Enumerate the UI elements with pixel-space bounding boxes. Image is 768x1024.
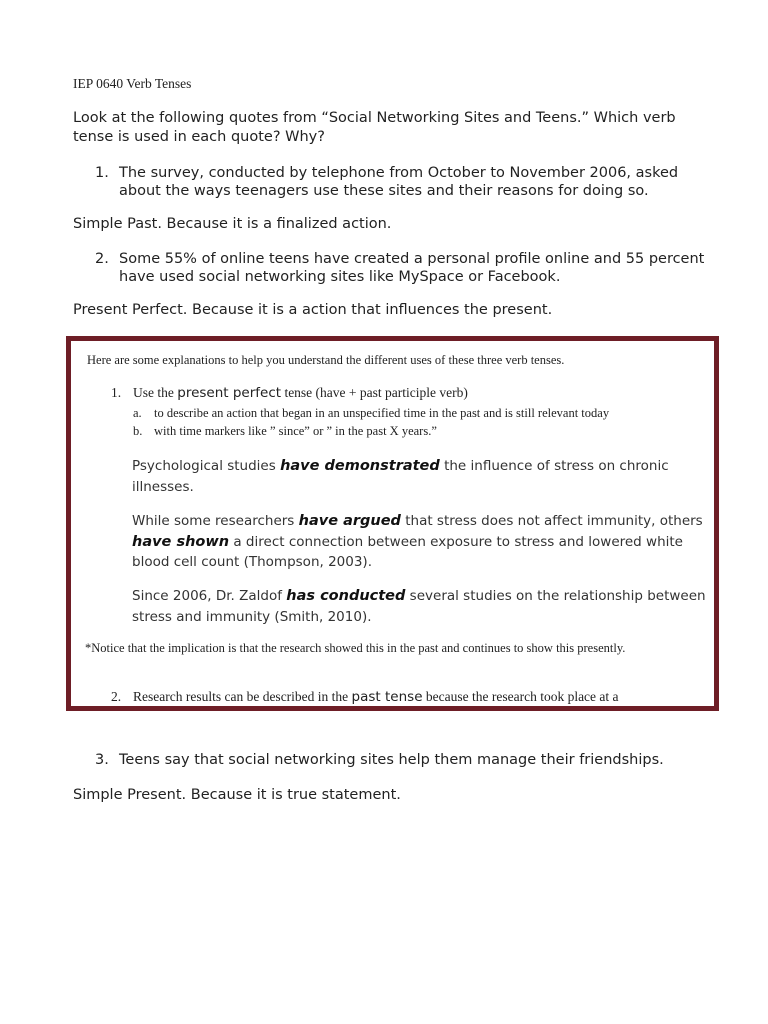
answer-3: Simple Present. Because it is true statement.: [73, 787, 401, 803]
quote-number: 3.: [95, 752, 109, 768]
example-text: Psychological studies: [132, 458, 281, 474]
example-text: the influence of stress on chronic illnesses.: [132, 458, 669, 495]
quote-number: 1.: [95, 165, 109, 181]
sub-text: to describe an action that began in an unspecified time in the past and is still relevant today: [154, 406, 610, 420]
intro-paragraph: Look at the following quotes from “Social Networking Sites and Teens.” Which verb tense is used in each quote? Why?: [73, 110, 676, 145]
quote-text: The survey, conducted by telephone from October to November 2006, asked about the ways teenagers use these sites and their reasons for doing so.: [119, 165, 679, 199]
list-number: 2.: [111, 689, 122, 704]
sub-letter: b.: [133, 424, 143, 438]
example-2: [132, 511, 710, 573]
explanation-box: [66, 336, 719, 711]
example-3: [132, 586, 710, 627]
tense-term: past tense: [351, 689, 423, 705]
heading-suffix: because the research took place at a: [422, 689, 619, 704]
example-text: that stress does not affect immunity, others: [400, 513, 703, 529]
sub-text: with time markers like ” since” or ” in the past X years.”: [154, 424, 437, 438]
example-verb: have shown: [132, 533, 230, 550]
tense-term: present perfect: [177, 385, 282, 401]
example-verb: have argued: [298, 513, 401, 529]
heading-text: [133, 385, 468, 401]
example-verb: has conducted: [286, 588, 406, 604]
quote-number: 2.: [95, 251, 109, 267]
heading-text: [133, 689, 619, 705]
example-text: a direct connection between exposure to stress and lowered white blood cell count (Thompson, 2003).: [132, 533, 683, 570]
example-text: Since 2006, Dr. Zaldof: [132, 588, 287, 604]
answer-1: Simple Past. Because it is a finalized action.: [73, 216, 392, 232]
example-verb: have demonstrated: [280, 458, 440, 474]
heading-prefix: Use the: [133, 385, 178, 400]
example-text: While some researchers: [132, 513, 299, 529]
heading-prefix: Research results can be described in the: [133, 689, 352, 704]
quote-text: Teens say that social networking sites help them manage their friendships.: [119, 752, 664, 768]
heading-suffix: tense (have + past participle verb): [281, 385, 468, 400]
example-text: several studies on the relationship between stress and immunity (Smith, 2010).: [132, 588, 706, 625]
example-1: [132, 456, 710, 497]
answer-2: Present Perfect. Because it is a action that influences the present.: [73, 302, 553, 318]
sub-letter: a.: [133, 406, 142, 420]
box-intro: Here are some explanations to help you understand the different uses of these three verb tenses.: [87, 353, 565, 367]
document-title: IEP 0640 Verb Tenses: [73, 76, 192, 91]
quote-text: Some 55% of online teens have created a personal profile online and 55 percent have used social networking sites like MySpace or Facebook.: [119, 251, 705, 285]
notice-note: *Notice that the implication is that the research showed this in the past and continues to show this presently.: [85, 641, 626, 655]
list-number: 1.: [111, 385, 122, 400]
